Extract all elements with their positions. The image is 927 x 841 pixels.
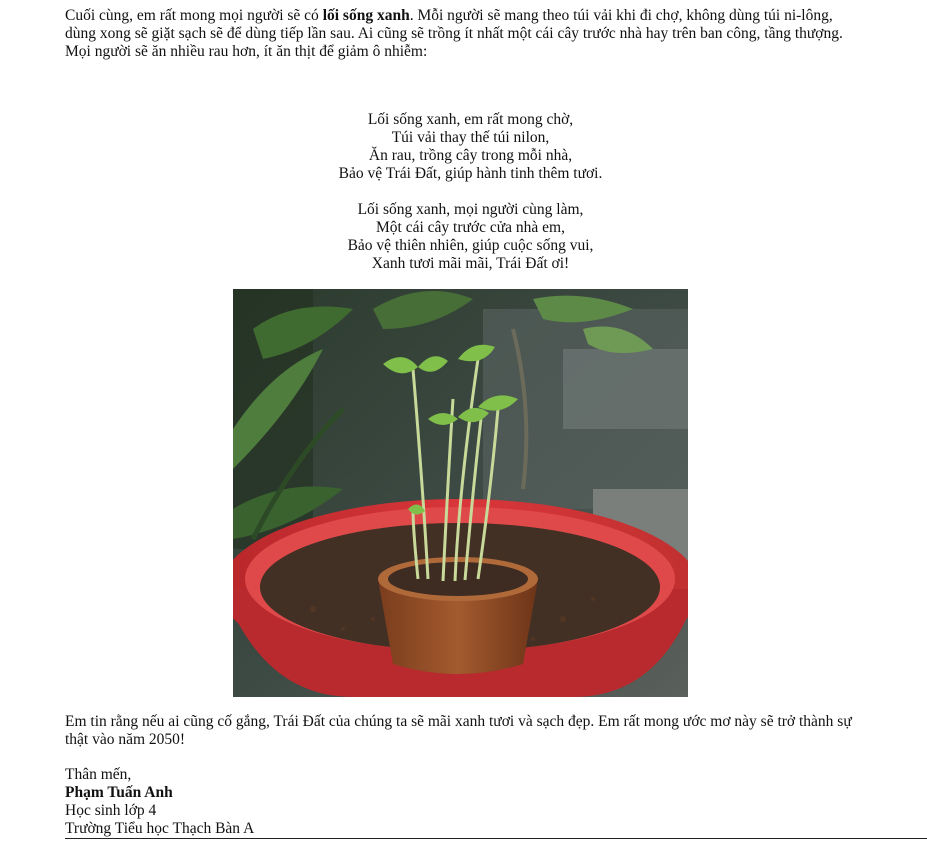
poem-line: Lối sống xanh, em rất mong chờ, xyxy=(367,111,574,128)
poem-line: Ăn rau, trồng cây trong mỗi nhà, xyxy=(368,147,573,164)
closing-text: Thân mến, xyxy=(65,766,132,783)
poem-line: Xanh tươi mãi mãi, Trái Đất ơi! xyxy=(371,255,570,272)
intro-text-before: Cuối cùng, em rất mong mọi người sẽ có xyxy=(65,7,323,24)
poem-stanza-1 xyxy=(0,111,927,183)
intro-paragraph xyxy=(65,7,865,61)
page-bottom-rule xyxy=(65,838,927,839)
author-name: Phạm Tuấn Anh xyxy=(65,784,173,801)
poem-line: Bảo vệ thiên nhiên, giúp cuộc sống vui, xyxy=(347,237,594,254)
signature-block xyxy=(65,766,254,838)
poem-line: Một cái cây trước cửa nhà em, xyxy=(376,219,565,236)
poem-line: Bảo vệ Trái Đất, giúp hành tinh thêm tươi. xyxy=(338,165,603,182)
intro-bold-phrase: lối sống xanh xyxy=(322,7,410,24)
poem-line: Lối sống xanh, mọi người cùng làm, xyxy=(357,201,584,218)
conclusion-paragraph: Em tin rằng nếu ai cũng cố gắng, Trái Đất của chúng ta sẽ mãi xanh tươi và sạch đẹp. Em rất mong ước mơ này sẽ trở thành sự thật vào năm 2050! xyxy=(65,713,852,748)
poem-stanza-2 xyxy=(0,201,927,273)
seedling-photo xyxy=(233,289,688,697)
poem-line: Túi vải thay thế túi nilon, xyxy=(391,129,550,146)
intro-text-after: . Mỗi người sẽ mang theo túi vải khi đi chợ, không dùng túi ni-lông, dùng xong sẽ giặt sạch sẽ để dùng tiếp lần sau. Ai cũng sẽ trồng ít nhất một cái cây trước nhà hay trên ban công, tầng thượng. Mọi người sẽ ăn nhiều rau hơn, ít ăn thịt để giảm ô nhiễm: xyxy=(65,7,843,60)
author-school: Trường Tiểu học Thạch Bàn A xyxy=(65,820,255,837)
author-grade: Học sinh lớp 4 xyxy=(65,802,157,819)
